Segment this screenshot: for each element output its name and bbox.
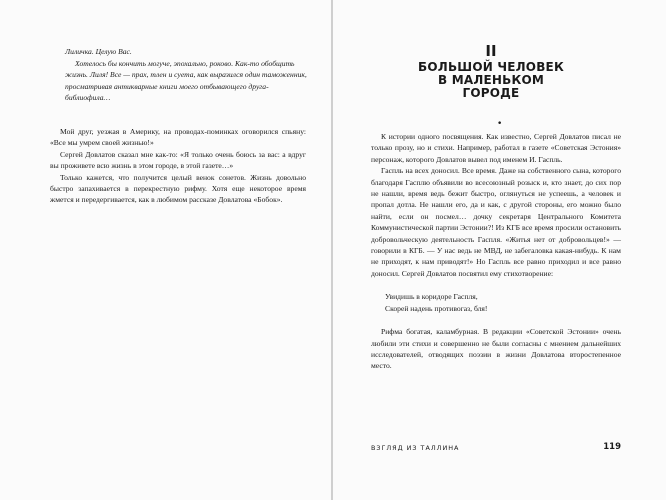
chapter-number: II — [485, 42, 497, 60]
paragraph: Сергей Довлатов сказал мне как-то: «Я только очень боюсь за вас: а вдруг вы проживете всю жизнь в этом городе, в этой газете…» — [50, 149, 306, 171]
right-body-text — [371, 131, 621, 372]
left-body-text — [50, 126, 306, 206]
paragraph: Рифма богатая, каламбурная. В редакции «Советской Эстонии» очень любили эти стихи и совершенно не были согласны с мнением дальнейших исследователей, отводящих поэзии в жизни Довлатова второстепенное место. — [371, 327, 621, 371]
paragraph: К истории одного посвящения. Как известно, Сергей Довлатов писал не только прозу, но и стихи. Например, работал в газете «Советская Эстония» персонаж, которого Довлатов вывел под именем И. Гаспль. — [371, 132, 621, 164]
letter-excerpt — [65, 46, 310, 104]
verse-line: Скорей надень противогаз, бля! — [385, 303, 488, 313]
paragraph: Гаспль на всех доносил. Все время. Даже на собственного сына, которого благодаря Гасплю объявили во всесоюзный розыск и, кто знает, до сих пор не нашли, время ведь бежит быстро, оглянуться не успеешь, а человек и пропал дотла. Не нашли его, да и как, с другой стороны, его можно было найти, если он посмел… дочку секретаря Центрального Комитета Коммунистической партии Эстонии?! Из КГБ все время просили остановить добровольческую деятельность Гаспля. «Житья нет от добровольцев!» — говорили в КГБ. — У нас ведь не МВД, не забегаловка какая-нибудь. К нам не приходят, к нам приводят!» Но Гаспль все равно приходил и все равно доносил. Сергей Довлатов посвятил ему стихотворение: — [371, 166, 621, 278]
verse — [385, 291, 621, 314]
left-page — [0, 0, 331, 500]
chapter-title-line: БОЛЬШОЙ ЧЕЛОВЕК — [418, 60, 564, 74]
chapter-title-line: ГОРОДЕ — [462, 86, 520, 100]
page-footer — [371, 442, 621, 456]
section-bullet: • — [497, 119, 503, 129]
paragraph: Мой друг, уезжая в Америку, на проводах-поминках оговорился спьяну: «Все мы умрем своей жизнью!» — [50, 127, 306, 148]
chapter-title — [360, 61, 622, 100]
running-head: ВЗГЛЯД ИЗ ТАЛЛИНА — [371, 444, 460, 452]
paragraph: Только кажется, что получится целый венок сонетов. Жизнь довольно быстро запахивается в перекрестную рифму. Хотя еще некоторое время жмется и передергивается, как в любимом рассказе Довлатова «Бобок». — [50, 172, 306, 205]
chapter-heading — [360, 43, 622, 100]
letter-greeting: Лиличка. Целую Вас. — [65, 47, 132, 56]
letter-text: Хотелось бы кончить могуче, эпохально, роково. Как-то обобщить жизнь. Лиля! Все — прах, тлен и суета, как выразился один таможенник, просматривая антикварные книги моего отбывающего друга-библиофила… — [65, 58, 307, 103]
verse-line: Увидишь в коридоре Гаспля, — [385, 292, 478, 302]
chapter-title-line: В МАЛЕНЬКОМ — [437, 73, 545, 87]
page-number: 119 — [603, 442, 621, 452]
